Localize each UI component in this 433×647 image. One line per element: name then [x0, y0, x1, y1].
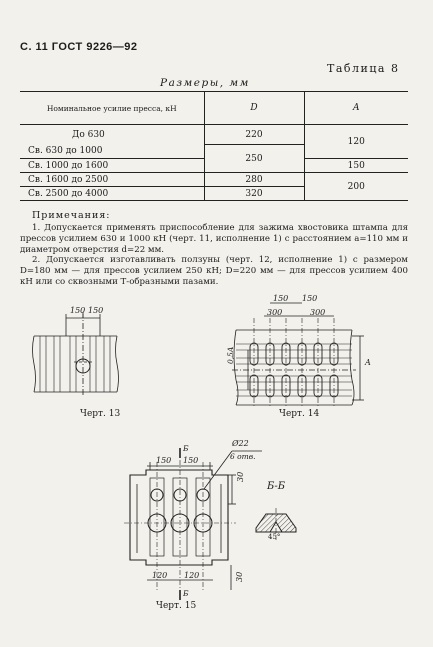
notes-title: Примечания:	[32, 210, 111, 221]
fig15-caption: Черт. 15	[156, 601, 197, 611]
row-d: 250	[204, 145, 304, 173]
fig14-dim-label: 300	[310, 308, 326, 317]
fig13-dim-label: 150	[70, 306, 86, 315]
fig13-dim-label: 150	[88, 306, 104, 315]
row-force: Св. 630 до 1000	[28, 146, 103, 157]
col-force-header: Номинальное усилие пресса, кН	[46, 103, 177, 113]
fig15-dim-label: 30	[236, 471, 245, 482]
fig15-dim-label: 150	[183, 456, 199, 465]
row-a: 150	[304, 159, 408, 173]
row-force: Св. 1000 до 1600	[20, 159, 204, 173]
fig14-drawing	[232, 303, 364, 408]
row-d: 320	[204, 187, 304, 201]
fig13-drawing	[33, 312, 119, 395]
note-2: 2. Допускается изготавливать ползуны (черт. 12, исполнение 1) с размером D=180 мм — для прессов усилием 250 кН; D=220 мм — для прессов усилием 400 кН или со сквозными Т-образными пазами.	[20, 255, 408, 287]
row-a: 120	[304, 125, 408, 159]
row-d: 280	[204, 173, 304, 187]
section-mark: Б	[183, 589, 189, 598]
row-d: 220	[204, 125, 304, 145]
row-a: 200	[304, 173, 408, 201]
fig15-dim-label: 150	[156, 456, 172, 465]
fig15-dim-label: 120	[152, 571, 168, 580]
note-1: 1. Допускается применять приспособление для зажима хвостовика штампа для прессов усилием 630 и 1000 кН (черт. 11, исполнение 1) с расстоянием a=110 мм и диаметром отверстия d=22 мм.	[20, 223, 408, 255]
sizes-caption: Размеры, мм	[160, 77, 250, 89]
row-force: Св. 1600 до 2500	[20, 173, 204, 187]
section-title: Б-Б	[267, 481, 286, 492]
section-angle: 45°	[268, 533, 281, 541]
fig14-side-label: 0,5A	[226, 346, 235, 364]
fig15-dim-label: 120	[184, 571, 200, 580]
fig14-dim-label: 150	[273, 294, 289, 303]
col-d-header: D	[204, 92, 304, 125]
fig15-holes-label: 6 отв.	[230, 452, 256, 461]
fig13-caption: Черт. 13	[80, 409, 121, 419]
page-header: С. 11 ГОСТ 9226—92	[20, 41, 138, 53]
fig14-dim-label: 150	[302, 294, 318, 303]
section-mark: Б	[183, 444, 189, 453]
table-label: Таблица 8	[327, 62, 400, 75]
fig14-dim-label: 300	[267, 308, 283, 317]
row-force: Св. 2500 до 4000	[20, 187, 204, 201]
fig14-caption: Черт. 14	[279, 409, 320, 419]
row-force: До 630	[72, 129, 105, 140]
fig14-side-label: A	[365, 358, 371, 367]
fig15-dim-label: 30	[235, 571, 244, 582]
fig15-dia-label: Ø22	[232, 439, 249, 448]
col-a-header: A	[304, 92, 408, 125]
